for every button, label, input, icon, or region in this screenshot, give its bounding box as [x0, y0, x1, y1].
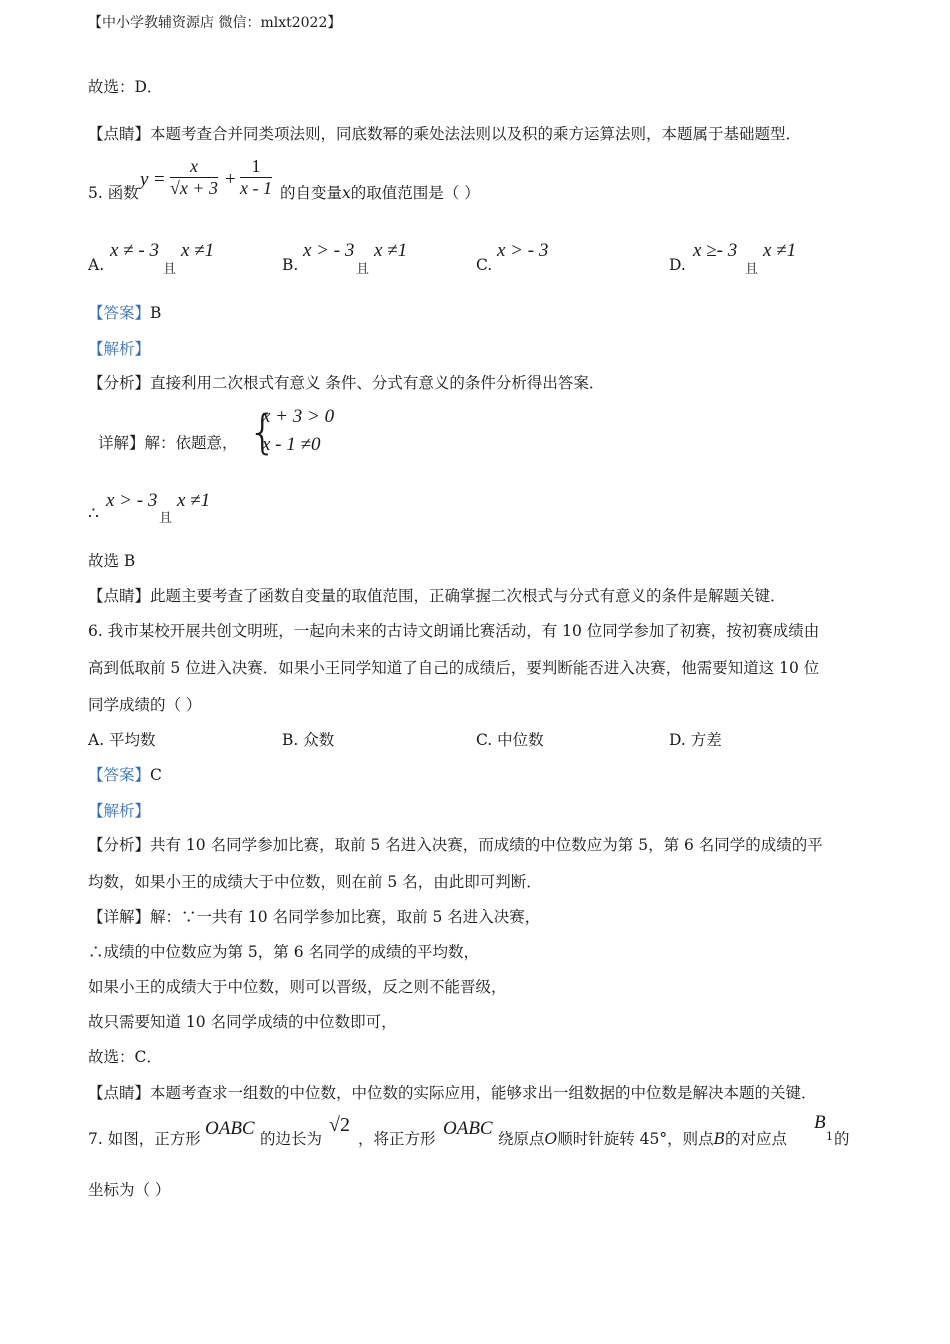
q6-answer-label: 【答案】	[88, 766, 151, 784]
q7-text-5: 顺时针旋转 45°，则点	[557, 1130, 714, 1148]
q5-option-a-letter: A.	[88, 256, 105, 274]
q6-stem-line-3: 同学成绩的（ ）	[88, 696, 202, 714]
q5-choice: 故选 B	[88, 552, 136, 570]
q7-text-2: 的边长为	[260, 1130, 323, 1148]
q5-frac2-den: x - 1	[240, 178, 272, 198]
q5-option-c-expr: x > - 3	[497, 240, 549, 261]
q7-text-6: 的对应点	[725, 1130, 788, 1148]
q5-option-d-letter: D.	[669, 256, 686, 274]
q4-comment: 【点睛】本题考查合并同类项法则，同底数幂的乘处法法则以及积的乘方运算法则，本题属于基础题型．	[88, 125, 802, 143]
q5-result-and: 且	[159, 511, 173, 526]
q6-analysis-line-2: 均数，如果小王的成绩大于中位数，则在前 5 名，由此即可判断．	[88, 873, 542, 891]
q5-formula-eq: =	[154, 169, 165, 190]
q7-square-2: OABC	[443, 1118, 493, 1139]
q5-option-a-and: 且	[163, 262, 177, 277]
q6-analysis-label: 【解析】	[88, 802, 151, 820]
q7-point-b1: B	[814, 1112, 826, 1133]
q7-point-o: O	[544, 1130, 558, 1148]
q6-detail-line-3: 如果小王的成绩大于中位数，则可以晋级，反之则不能晋级，	[88, 978, 507, 996]
q5-option-a-expr: x ≠ - 3	[110, 240, 159, 261]
q6-comment: 【点睛】本题考查求一组数的中位数，中位数的实际应用，能够求出一组数据的中位数是解决本题的关键．	[88, 1084, 817, 1102]
q5-system-line-2: x - 1 ≠0	[262, 434, 321, 455]
q5-frac1-den	[170, 178, 218, 199]
q6-stem-line-2: 高到低取前 5 位进入决赛．如果小王同学知道了自己的成绩后，要判断能否进入决赛，他需要知道这 10 位	[88, 659, 820, 677]
q6-stem-line-1: 6. 我市某校开展共创文明班，一起向未来的古诗文朗诵比赛活动，有 10 位同学参加了初赛，按初赛成绩由	[88, 622, 820, 640]
q5-option-b-and: 且	[356, 262, 370, 277]
q5-option-b-expr: x > - 3	[303, 240, 355, 261]
q5-formula-plus: +	[225, 169, 236, 190]
brace-icon: {	[248, 405, 278, 459]
q7-text-7: 的	[834, 1130, 850, 1148]
q5-result: x > - 3	[106, 490, 158, 511]
q6-detail-line-2: ∴成绩的中位数应为第 5，第 6 名同学的成绩的平均数，	[88, 943, 480, 961]
q7-text-3: ，将正方形	[358, 1130, 436, 1148]
therefore-icon: ∴	[88, 504, 99, 524]
q4-choice: 故选：D．	[88, 78, 163, 96]
q5-frac1-num: x	[190, 156, 199, 176]
q7-root: √2	[329, 1114, 350, 1136]
q5-comment: 【点睛】此题主要考查了函数自变量的取值范围，正确掌握二次根式与分式有意义的条件是解题关键．	[88, 587, 786, 605]
q7-text-1: 7. 如图，正方形	[88, 1130, 201, 1148]
q5-frac1-den-radicand: x + 3	[179, 178, 219, 198]
q6-option-a: A. 平均数	[88, 731, 156, 749]
q7-square-1: OABC	[205, 1118, 255, 1139]
q6-option-b: B. 众数	[282, 731, 335, 749]
q5-answer-label: 【答案】	[88, 304, 151, 322]
q5-prefix: 5. 函数	[88, 184, 139, 202]
q5-option-d-expr: x ≥- 3	[693, 240, 738, 261]
q5-option-d-expr2: x ≠1	[763, 240, 797, 261]
q5-analysis: 【分析】直接利用二次根式有意义 条件、分式有意义的条件分析得出答案．	[88, 374, 605, 392]
q5-frac2-num: 1	[251, 156, 261, 176]
q5-analysis-label: 【解析】	[88, 340, 151, 358]
q5-suffix-text: 的自变量	[280, 184, 343, 202]
q6-option-d: D. 方差	[669, 731, 722, 749]
q5-option-c-letter: C.	[476, 256, 493, 274]
q7-text-4	[498, 1128, 787, 1150]
q5-option-d-and: 且	[745, 262, 759, 277]
q6-detail-line-5: 故选：C．	[88, 1048, 162, 1066]
q6-option-c: C. 中位数	[476, 731, 544, 749]
q7-point-b1-sub: 1	[826, 1130, 833, 1143]
q6-detail-line-4: 故只需要知道 10 名同学成绩的中位数即可，	[88, 1013, 397, 1031]
q6-detail-line-1: 【详解】解：∵一共有 10 名同学参加比赛，取前 5 名进入决赛，	[88, 908, 541, 926]
q5-suffix-var: x	[342, 184, 351, 202]
q5-option-b-expr2: x ≠1	[374, 240, 408, 261]
q6-analysis-line-1: 【分析】共有 10 名同学参加比赛，取前 5 名进入决赛，而成绩的中位数应为第 5，第 6 名同学的成绩的平	[88, 836, 823, 854]
page-header: 【中小学教辅资源店 微信：mlxt2022】	[88, 15, 342, 31]
q7-text-line-2: 坐标为（ ）	[88, 1181, 171, 1199]
q5-option-a-expr2: x ≠1	[181, 240, 215, 261]
q5-answer-value: B	[150, 304, 162, 322]
q7-point-b: B	[713, 1130, 726, 1148]
q5-system-line-1: x + 3 > 0	[262, 406, 335, 427]
q6-answer	[88, 764, 162, 786]
q5-answer	[88, 302, 161, 324]
q5-detail-prefix: 详解】解：依题意，	[98, 434, 238, 452]
q5-fraction-2	[240, 156, 272, 199]
q5-suffix-end: 的取值范围是（ ）	[350, 184, 480, 202]
sqrt-icon: √	[170, 178, 180, 198]
q5-result2: x ≠1	[177, 490, 211, 511]
q5-fraction-1	[170, 156, 218, 199]
q5-option-b-letter: B.	[282, 256, 299, 274]
q6-answer-value: C	[150, 766, 162, 784]
q5-suffix	[280, 182, 480, 204]
q7-text-4a: 绕原点	[498, 1130, 545, 1148]
q5-formula-y: y	[140, 169, 149, 190]
